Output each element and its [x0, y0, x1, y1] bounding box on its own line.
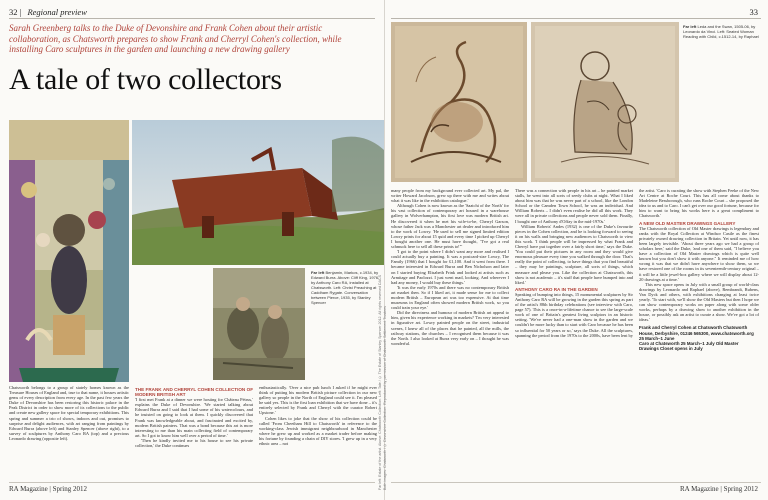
headline: A tale of two collectors [9, 63, 282, 96]
paragraph: There was a connection with people in his art – he painted market stalls, he went into all sorts of seedy clubs at night. What I liked about him was that he was never part of a school, like the London School or the Camden Town School, he was an individual. And William Roberts – I didn't even realise he did all this work. They were all in private collections and people never sold them. Finally, I bought one of Anthony d'Offay in the mid-1970s.' [515, 188, 633, 224]
footer-rule [391, 482, 761, 483]
standfirst: Sarah Greenberg talks to the Duke of Devonshire and Frank Cohen about their artistic collaboration, as Chatsworth prepares to show Frank and Cherryl Cohen's collection, while installing Caro sculptures in the garden and launching a new drawing gallery [9, 23, 342, 54]
paragraph: Speaking of bumping into things, 15 monumental sculptures by Sir Anthony Caro RA will be growing in the garden this spring as part of the artist's 88th birthday celebrations (see interview with Caro, page 57). This is a once-in-a-lifetime chance to see the large-scale work of one of Britain's greatest living sculptors in an historic setting. 'We've never had a one-man show in the garden and we couldn't be more lucky than to start with Caro because he has been so influential for 50 years or so,' says the Duke. All the sculptures, spanning the period from the 1970s to the 2000s, have been lent by [515, 291, 633, 338]
caro-sculpture-art [132, 120, 384, 265]
footer-rule [9, 482, 375, 483]
burra-painting [9, 120, 129, 382]
caption-title: Far left [311, 270, 325, 275]
paragraph: This new space opens in July with a small group of world-class drawings by Leonardo and Raphael (above), Rembrandt, Rubens, Van Dyck and others, with exhibitions changing at least twice yearly. 'To start with, we'll show the Old Masters but then I hope we can show contemporary works on paper along with some older works, perhaps by a drawing show to another exhibition in the house, or possibly ask an artist to curate a show. We've got a lot of ideas.' [639, 281, 759, 323]
raphael-drawing-art [531, 22, 679, 182]
paragraph: many people from my background ever collected art. My pal, the writer Howard Jacobson, grew up there with me and writes about what it was like in the exhibition catalogue.' [391, 188, 509, 204]
right-column-2 [515, 188, 633, 478]
left-column-2 [135, 385, 253, 480]
right-column-1 [391, 188, 509, 478]
paragraph: Although Cohen is now known as the 'Saatchi of the North' for his vast collection of contemporary art housed in a warehouse gallery in Wolverhampton, his first love was modern British art. He discovered it when he met his wife-to-be, Cherryl Garson, whose father Jack was a Manchester art dealer and introduced him to the work of Lowry. 'He used to sell me signed limited edition Lowry prints for about 15 quid and every time I picked up Cherryl I bought another one. He must have thought, "I've got a real schmuck here to sell all these prints to!"' [391, 203, 509, 250]
subhead-caro-garden: ANTHONY CARO RA IN THE GARDEN [515, 286, 598, 292]
header-rule [9, 18, 375, 19]
spencer-painting [213, 268, 305, 380]
paragraph: The Chatsworth collection of Old Master drawings is legendary and ranks with the Royal Collection at Windsor Castle as the finest privately owned drawing collection in Britain. Yet until now, it has been largely invisible. 'About three years ago we had a group of scholars here,' said the Duke, 'and one of them said, "I believe you have a collection of Old Master drawings which is quite well known but you don't show it with anyone." It reminded me of how wrong it was that we didn't have anywhere to show them, so we have restored one of the rooms in its seventeenth-century original – it will be a little jewel-box gallery where we will display about 12-20 drawings at a time.' [639, 225, 759, 282]
leonardo-drawing [391, 22, 527, 182]
header-rule [391, 18, 761, 19]
paragraph: enthusiastically. 'Over a nice pub lunch I asked if he might ever think of putting his modern British picture collection in our new gallery so people in the North of England could see it. I'm pleased he said yes. This is the first loan exhibition that we have done – it's entirely selected by Frank and Cherryl with the curator Robert Upstone.' [259, 385, 377, 416]
left-photo-credit: Far left: Estate of the artist. Above: Chatsworth Collection. Left: Tate / © The Estate of Stanley Spencer 2012. All rights reserved DACS [378, 274, 382, 490]
right-page [384, 0, 768, 500]
left-caption [311, 270, 381, 305]
paragraph: 'I first met Frank at a dinner we were hosting for Château Pétrus,' explains the Duke of Devonshire. 'We started talking about Edward Burra and I said that I had some of his watercolours, and he insisted on going to look at them. I quickly discovered that Frank was knowledgeable about, and fascinated and excited by, modern British painters. That was a bond because this art is more interesting to me than his main collecting field of contemporary art. So I got to know him well over a period of time.' [135, 397, 253, 438]
spencer-painting-art [213, 268, 305, 380]
subhead-drawings-gallery: A NEW OLD MASTER DRAWINGS GALLERY [639, 220, 736, 226]
leonardo-drawing-art [391, 22, 527, 182]
page-number: 32 [9, 7, 18, 17]
event-listing-caro: Caro at Chatsworth 25 March–1 July Old Master Drawings Closet opens in July [639, 340, 739, 351]
right-column-3 [639, 188, 759, 478]
paragraph: the artist. 'Caro is curating the show with Stephen Feeke of the New Art Centre at Roche Court. This has all come about thanks to Madeleine Bessborough, who runs Roche Court – she proposed the idea to us and to Caro. I can't get over our good fortune, because for him to want to bring his works here is a great compliment to Chatsworth.' [639, 188, 759, 219]
caption-text: Benjamin, Markos, c.1934, by Edward Burra. Above: Cliff King, 1976, by Anthony Caro RA, installed at Chatsworth. Left: Christ Preaching at Caddham Rygate. Conversation between Pierce, 1935, by Stanley Spencer [311, 270, 380, 305]
caption-text: Leda and the Swan, 1505-06, by Leonardo da Vinci. Left: Seated Woman Reading with Child, c.1512-14, by Raphael [683, 24, 759, 39]
left-folio: 32 | Regional preview [9, 7, 87, 17]
subhead-cohen-collection: THE FRANK AND CHERRYL COHEN COLLECTION OF MODERN BRITISH ART [135, 387, 253, 398]
paragraph: 'It was the early 1970s and there was no contemporary British art market then. So if I liked art, it made sense for me to collect modern British – European art was too expensive. At that time museums in England often showed modern British work, so you could train your eye.' [391, 284, 509, 311]
paragraph: Cohen likes to joke that the show of his collection could be called 'From Cheetham Hill to Chatsworth' in reference to the working-class Jewish immigrant neighbourhood in Manchester where he grew up and worked as a market trader before making his fortune by founding a chain of DIY stores. 'I grew up in a very ethnic area – not [259, 415, 377, 447]
right-footer: RA Magazine | Spring 2012 [679, 485, 758, 493]
paragraph: William Roberts' Andes (1932) is one of the Duke's favourite pieces in the Cohen collection, and he is looking forward to seeing it on his walls and bringing new audiences to Chatsworth to view this work. 'I think people will be impressed by what Frank and Cherryl have put together over a fairly short time,' says the Duke. 'You could put their pictures in any room and they would give enormous pleasure every time you walked through the door. That's really the point of collecting, to have things that you find beautiful – they may be paintings, sculpture, all sorts of things, which measure and please you. Like the collection at Chatsworth, this show is not academic – it's stuff that people have bumped into and liked.' [515, 223, 633, 285]
paragraph: 'Then he kindly invited me to his house to see his private collection,' the Duke continues [135, 437, 253, 449]
left-footer: RA Magazine | Spring 2012 [9, 485, 88, 493]
section-title: Regional preview [27, 7, 87, 17]
event-listing-cohen: Frank and Cherryl Cohen at Chatsworth Chatsworth House, Derbyshire, 01246 565300, www.chatsworth.org 25 March–1 June [639, 325, 754, 341]
left-column-3 [259, 385, 377, 480]
caro-sculpture-photo [132, 120, 384, 265]
paragraph: Chatsworth belongs to a group of stately homes known as the Treasure Houses of England and, true to that name, it houses artistic gems of every description from every age. In the past few years the Duke of Devonshire has been restoring this historic palace in the Peak District in order to show more of its collections to the public and create new gallery space for special temporary exhibitions. This spring and summer a trio of shows, indoors and out, promises to surprise and delight audiences, with art ranging from paintings by Edward Burra (above left) and Stanley Spencer (above right), to a survey of sculptures by Anthony Caro RA (top) and a precious Leonardo drawing (opposite left). [9, 385, 129, 441]
caption-title: Far left [683, 24, 697, 29]
right-folio: 33 [749, 7, 758, 17]
burra-painting-art [9, 120, 129, 382]
raphael-drawing [531, 22, 679, 182]
right-caption [683, 24, 761, 39]
right-photo-credit: Both images: Chatsworth / © Devonshire Collection. Reproduced by permission of Chatsworth Settlement Trustees [383, 306, 387, 490]
paragraph: Did the directness and humour of modern British art appeal to him, given his experience working in markets? 'I'm very interested in figurative art. Lowry painted people on the street, industrial scenes, I knew all of the places that he painted, all the mills, the railway stations, the churches – I recognised them because it was the North. I also looked at Burra very early on – I thought he was wonderful. [391, 310, 509, 346]
left-column-1 [9, 385, 129, 480]
paragraph: 'I got to the point where I didn't want any more and realised I could actually buy a painting. It was a postcard-size Lowry, The Family (1966) that I bought for £1,100. And it went from there. I became interested in Edward Burra and Ben Nicholson and later on I started buying Elisabeth Frink and looked at artists such as Armitage and Paolozzi. I just went mad, looking. And wherever I had any money, I would buy these things.' [391, 249, 509, 285]
